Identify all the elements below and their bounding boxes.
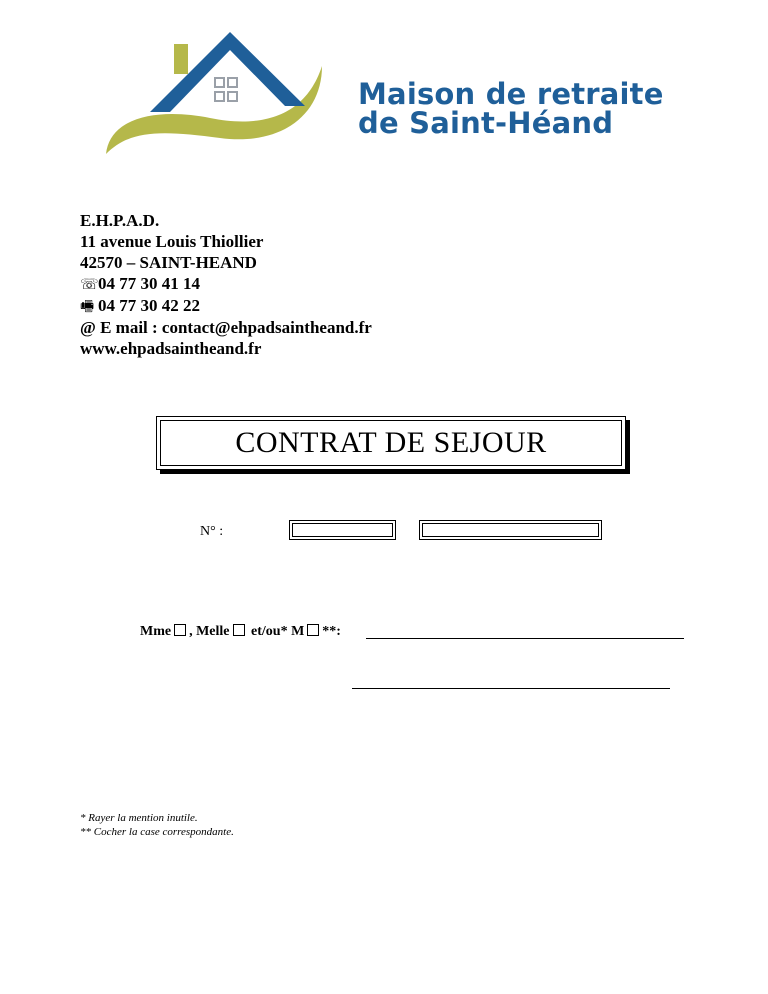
title-frame xyxy=(156,416,626,470)
house-logo-icon xyxy=(100,26,360,166)
address-line-street: 11 avenue Louis Thiollier xyxy=(80,232,264,251)
melle-label: , Melle xyxy=(189,624,230,639)
m-label: et/ou* M xyxy=(251,624,305,639)
number-field-1[interactable] xyxy=(289,520,396,540)
footnotes xyxy=(80,811,234,839)
melle-checkbox[interactable] xyxy=(233,624,245,636)
m-checkbox[interactable] xyxy=(307,624,319,636)
footnote-2: ** Cocher la case correspondante. xyxy=(80,826,234,838)
address-line-phone: ☏04 77 30 41 14 xyxy=(80,274,200,293)
fax-icon: 🖷 xyxy=(80,297,95,315)
mme-label: Mme xyxy=(140,624,172,639)
document-title: CONTRAT DE SEJOUR xyxy=(160,420,622,466)
mme-checkbox[interactable] xyxy=(174,624,186,636)
logo-line-2: de Saint-Héand xyxy=(358,106,614,140)
civility-suffix: **: xyxy=(322,624,341,639)
address-line-email[interactable]: @ E mail : contact@ehpadsaintheand.fr xyxy=(80,318,372,337)
address-line-ehpad: E.H.P.A.D. xyxy=(80,211,160,230)
address-block xyxy=(80,210,372,359)
logo xyxy=(100,26,700,166)
logo-line-1: Maison de retraite xyxy=(358,77,664,111)
logo-title xyxy=(358,77,664,140)
address-line-website[interactable]: www.ehpadsaintheand.fr xyxy=(80,339,262,358)
civility-line xyxy=(140,624,341,640)
number-label: N° : xyxy=(200,524,224,539)
address-line-city: 42570 – SAINT-HEAND xyxy=(80,253,257,272)
name-line-2[interactable] xyxy=(352,688,670,689)
phone-icon: ☏ xyxy=(80,275,99,293)
footnote-1: * Rayer la mention inutile. xyxy=(80,812,198,824)
address-line-fax: 🖷 04 77 30 42 22 xyxy=(80,296,200,315)
number-field-2[interactable] xyxy=(419,520,602,540)
name-line-1[interactable] xyxy=(366,638,684,639)
